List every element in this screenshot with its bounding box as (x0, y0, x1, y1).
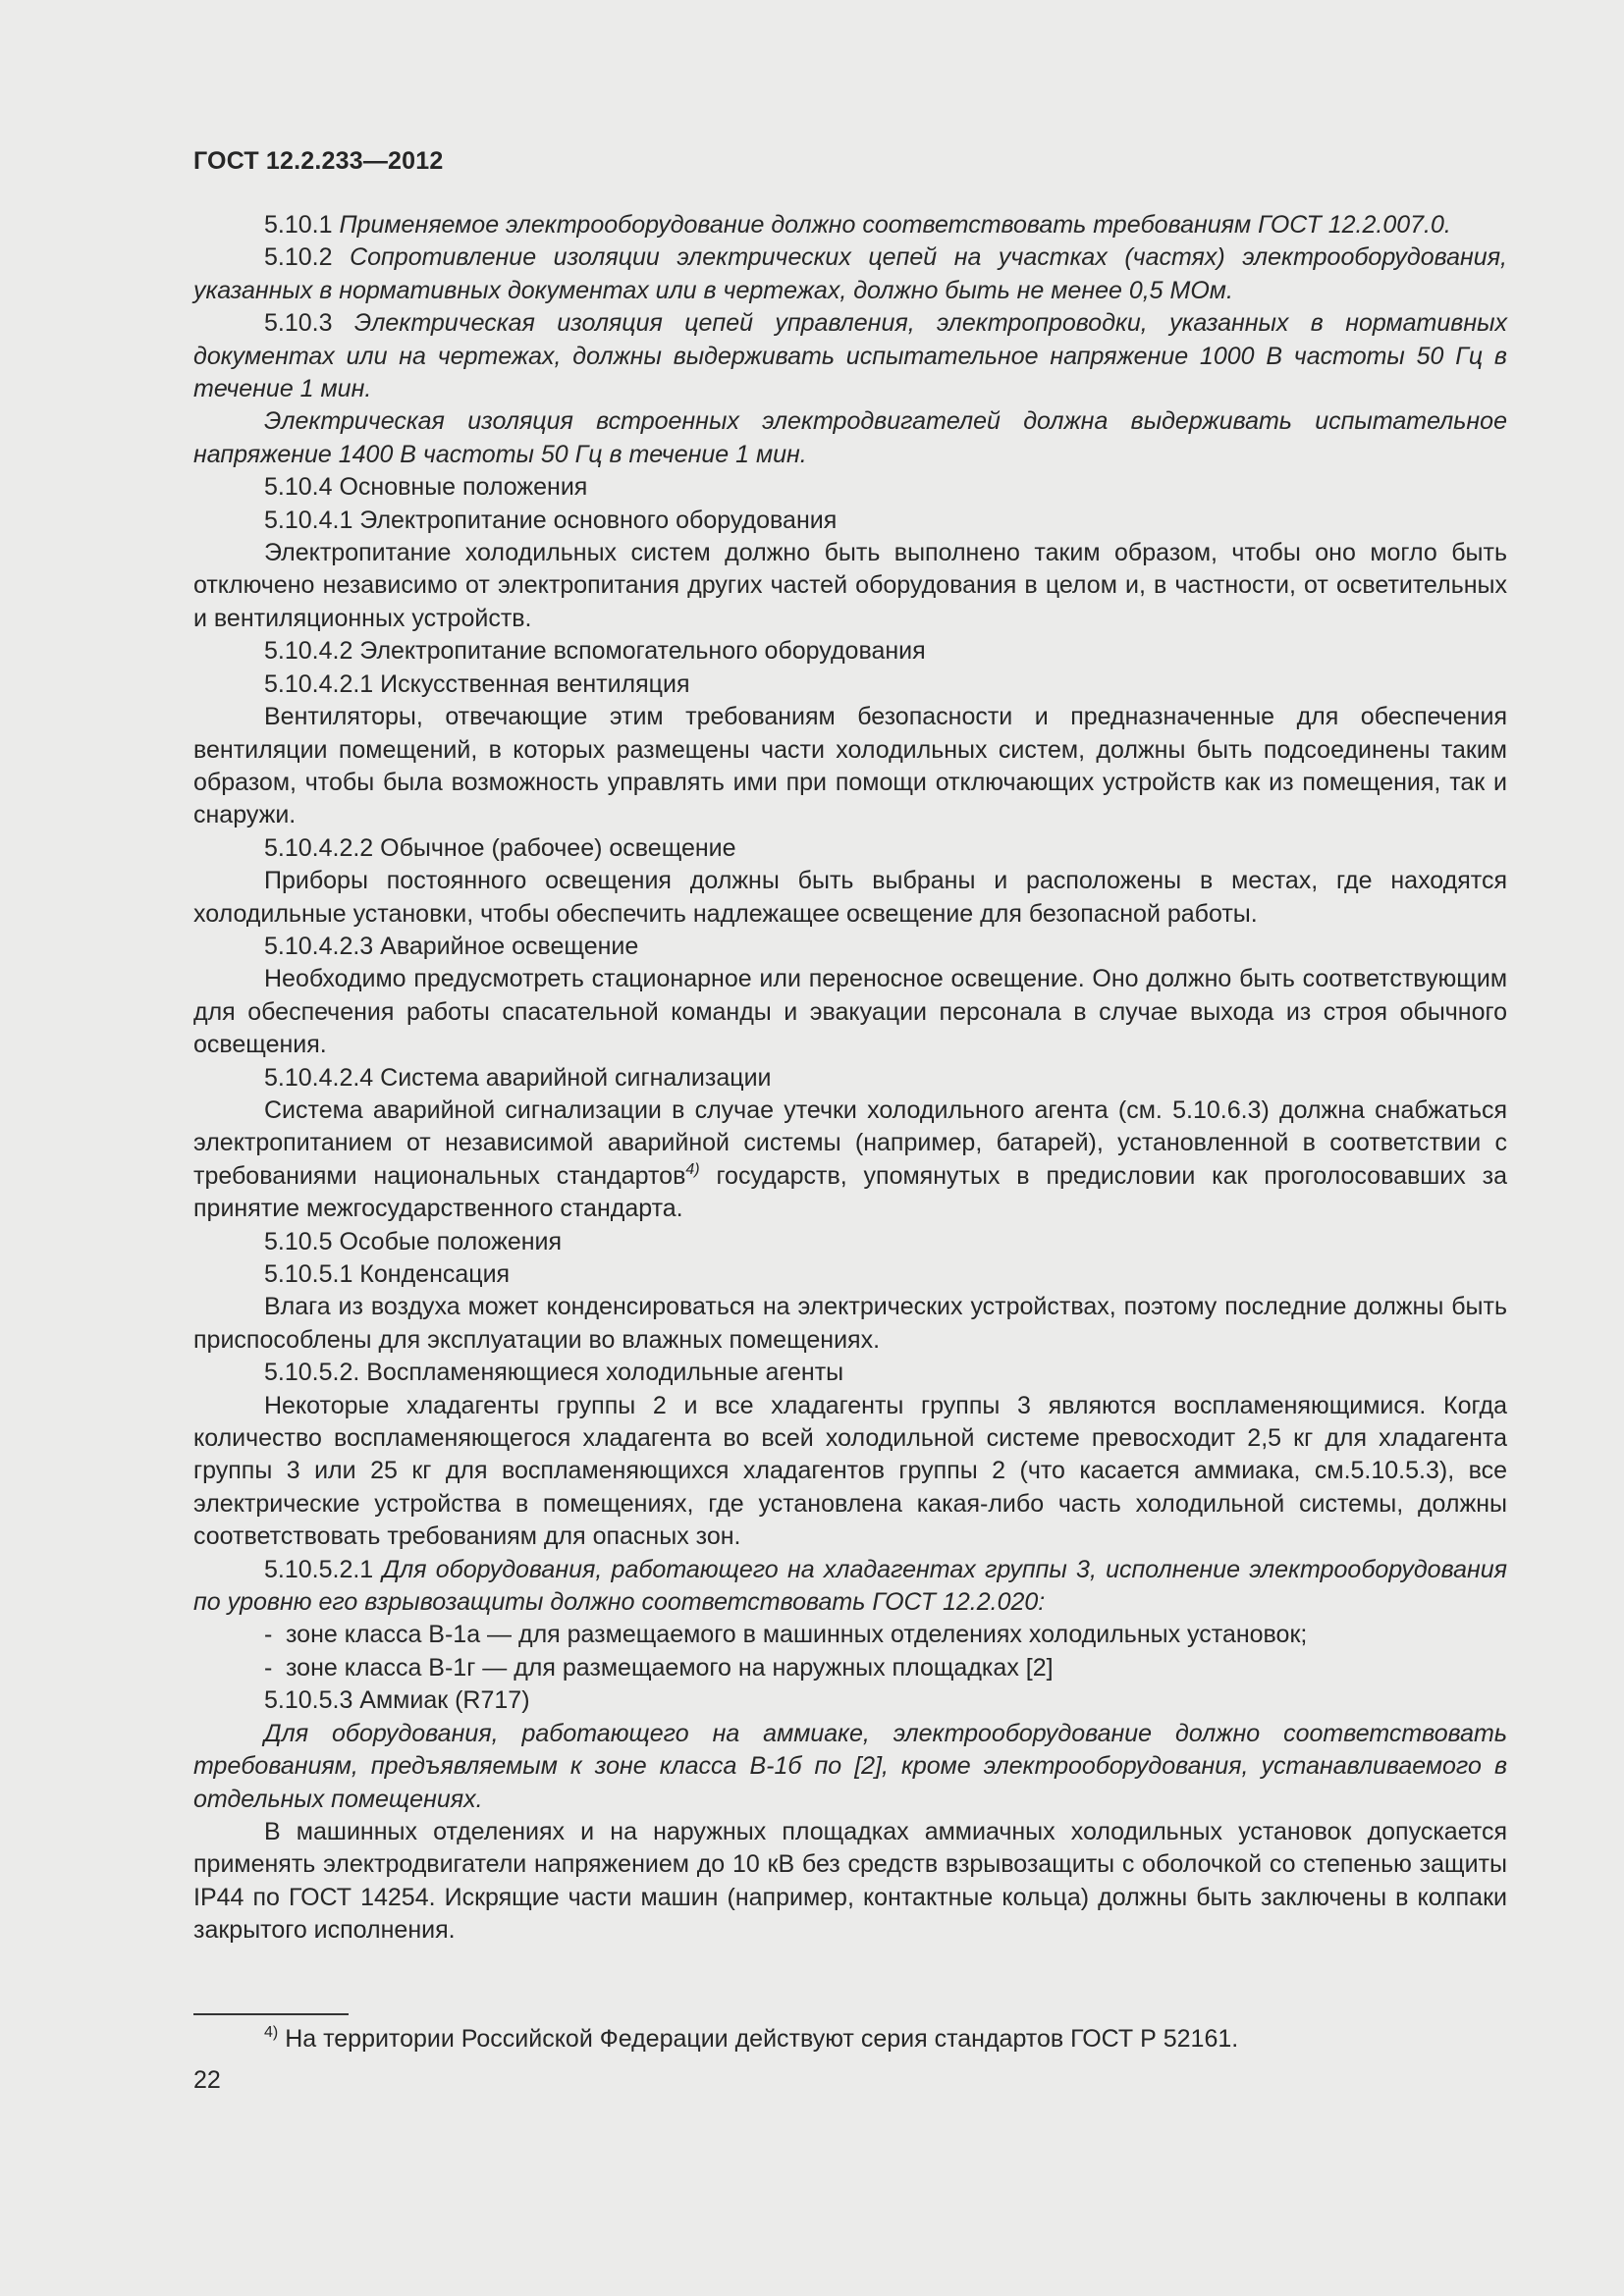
heading-5-10-4-1: 5.10.4.1 Электропитание основного оборудования (264, 506, 838, 534)
page-number: 22 (193, 2066, 221, 2094)
heading-5-10-5-3: 5.10.5.3 Аммиак (R717) (264, 1686, 530, 1715)
clause-number: 5.10.1 (264, 211, 333, 239)
paragraph-condensation: Влага из воздуха может конденсироваться на электрических устройствах, поэтому последние должны быть приспособлены для эксплуатации во влажных помещениях. (193, 1293, 1507, 1354)
paragraph-5-10-2 (193, 241, 1507, 307)
heading-5-10-4: 5.10.4 Основные положения (264, 473, 588, 502)
document-body (193, 209, 1507, 1948)
list-item-text: зоне класса В-1г — для размещаемого на наружных площадках [2] (286, 1653, 1054, 1682)
paragraph-5-10-5-2-1 (193, 1554, 1507, 1620)
list-item (193, 1619, 1507, 1651)
clause-number: 5.10.5.2.1 (264, 1555, 374, 1583)
footnote-separator (193, 2013, 349, 2015)
paragraph-5-10-3 (193, 307, 1507, 405)
paragraph-alarm-system (193, 1095, 1507, 1226)
paragraph-text: государств, упомянутых в предисловии как проголосовавших за принятие межгосударственного стандарта. (193, 1161, 1508, 1223)
footnote (264, 2023, 1238, 2056)
footnote-mark: 4) (264, 2024, 279, 2041)
heading-5-10-5-1: 5.10.5.1 Конденсация (264, 1260, 511, 1288)
paragraph-5-10-1 (193, 209, 1507, 241)
document-header: ГОСТ 12.2.233—2012 (193, 147, 444, 175)
dash-marker: - (264, 1653, 273, 1682)
heading-5-10-5-2: 5.10.5.2. Воспламеняющиеся холодильные агенты (264, 1359, 844, 1387)
heading-5-10-4-2: 5.10.4.2 Электропитание вспомогательного оборудования (264, 637, 926, 666)
heading-5-10-4-2-1: 5.10.4.2.1 Искусственная вентиляция (264, 669, 690, 698)
heading-5-10-4-2-3: 5.10.4.2.3 Аварийное освещение (264, 932, 639, 960)
heading-5-10-5: 5.10.5 Особые положения (264, 1227, 563, 1255)
heading-5-10-4-2-2: 5.10.4.2.2 Обычное (рабочее) освещение (264, 833, 736, 862)
footnote-text: На территории Российской Федерации действуют серия стандартов ГОСТ Р 52161. (285, 2025, 1239, 2053)
paragraph-insulation-motors: Электрическая изоляция встроенных электродвигателей должна выдерживать испытательное напряжение 1400 В частоты 50 Гц в течение 1 мин. (193, 407, 1507, 468)
dash-marker: - (264, 1621, 273, 1649)
paragraph-ventilation: Вентиляторы, отвечающие этим требованиям безопасности и предназначенные для обеспечения вентиляции помещений, в которых размещены части холодильных систем, должны быть подсоединены таким образом, чтобы была возможность управлять ими при помощи отключающих устройств как из помещения, так и снаружи. (193, 703, 1507, 829)
heading-5-10-4-2-4: 5.10.4.2.4 Система аварийной сигнализации (264, 1063, 772, 1092)
paragraph-text: Электрическая изоляция цепей управления, электропроводки, указанных в нормативных документах или на чертежах, должны выдерживать испытательное напряжение 1000 В частоты 50 Гц в течение 1 мин. (193, 309, 1507, 403)
clause-number: 5.10.2 (264, 243, 333, 272)
paragraph-text: Сопротивление изоляции электрических цепей на участках (частях) электрооборудования, указанных в нормативных документах или в чертежах, должно быть не менее 0,5 МОм. (193, 243, 1507, 304)
paragraph-ammonia-equipment: Для оборудования, работающего на аммиаке, электрооборудование должно соответствовать требованиям, предъявляемым к зоне класса В-1б по [2], кроме электрооборудования, устанавливаемого в отдельных помещениях. (193, 1719, 1507, 1813)
paragraph-text: Применяемое электрооборудование должно соответствовать требованиям ГОСТ 12.2.007.0. (339, 211, 1451, 239)
list-item (193, 1652, 1507, 1684)
clause-number: 5.10.3 (264, 309, 333, 338)
paragraph-machine-rooms: В машинных отделениях и на наружных площадках аммиачных холодильных установок допускается применять электродвигатели напряжением до 10 кВ без средств взрывозащиты с оболочкой со степенью защиты IP44 по ГОСТ 14254. Искрящие части машин (например, контактные кольца) должны быть заключены в колпаки закрытого исполнения. (193, 1817, 1507, 1945)
paragraph-flammable-refrigerants: Некоторые хладагенты группы 2 и все хладагенты группы 3 являются воспламеняющимися. Когда количество воспламеняющегося хладагента во всей холодильной системе превосходит 2,5 кг для хладагента группы 3 или 25 кг для воспламеняющихся хладагентов группы 2 (что касается аммиака, см.5.10.5.3), все электрические устройства в помещениях, где установлена какая-либо часть холодильной системы, должны соответствовать требованиям для опасных зон. (193, 1391, 1507, 1551)
paragraph-text: Система аварийной сигнализации в случае утечки холодильного агента (см. 5.10.6.3) должна снабжаться электропитанием от независимой аварийной системы (например, батарей), установленной в соответствии с требованиями национальных стандартов (193, 1095, 1507, 1190)
paragraph-power-supply: Электропитание холодильных систем должно быть выполнено таким образом, чтобы оно могло быть отключено независимо от электропитания других частей оборудования в целом и, в частности, от осветительных и вентиляционных устройств. (193, 539, 1507, 632)
footnote-reference[interactable]: 4) (685, 1160, 700, 1178)
paragraph-text: Для оборудования, работающего на хладагентах группы 3, исполнение электрооборудования по уровню его взрывозащиты должно соответствовать ГОСТ 12.2.020: (193, 1555, 1507, 1617)
paragraph-lighting: Приборы постоянного освещения должны быть выбраны и расположены в местах, где находятся холодильные установки, чтобы обеспечить надлежащее освещение для безопасной работы. (193, 867, 1507, 928)
paragraph-emergency-lighting: Необходимо предусмотреть стационарное или переносное освещение. Оно должно быть соответствующим для обеспечения работы спасательной команды и эвакуации персонала в случае выхода из строя обычного освещения. (193, 965, 1507, 1059)
list-item-text: зоне класса В-1а — для размещаемого в машинных отделениях холодильных установок; (286, 1621, 1308, 1649)
